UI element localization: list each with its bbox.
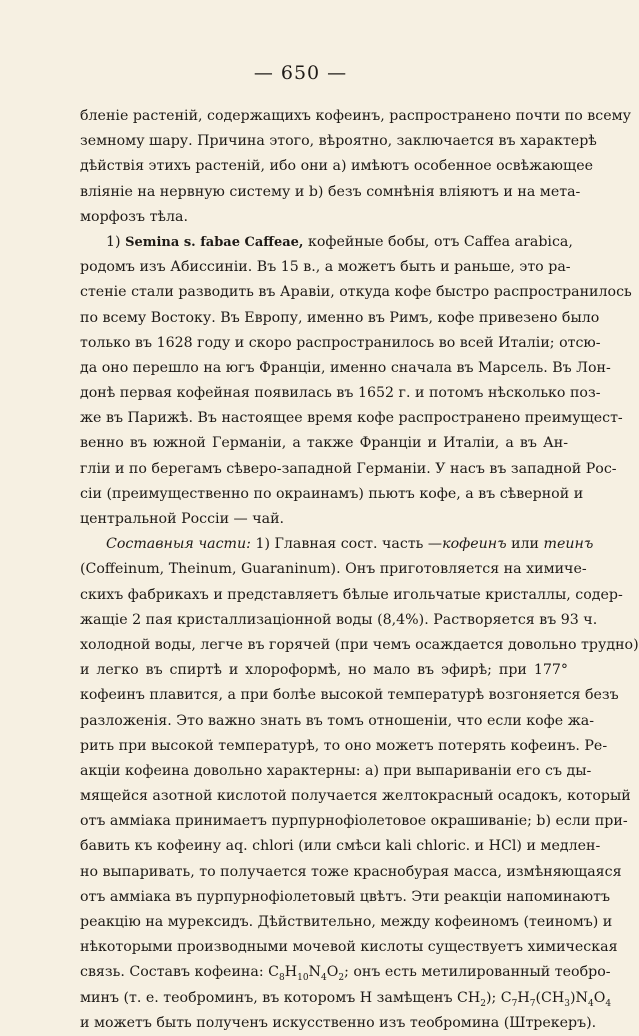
text-line-sostavnya <box>80 532 594 557</box>
text-line: сіи (преимущественно по окраинамъ) пьютъ кофе, а въ сѣверной и <box>80 485 584 502</box>
text-line-semina <box>80 230 573 255</box>
formula-caffeine: $C_8H_{10}N_4O_2$; <box>268 964 349 984</box>
text-line-formula <box>80 986 612 1011</box>
text-line: реакцію на мурексидъ. Дѣйствительно, между кофеиномъ (теиномъ) и <box>80 914 613 930</box>
text-line: мящейся азотной кислотой получается желтокрасный осадокъ, который <box>80 788 631 805</box>
section-heading-sostavnya: Составныя части: <box>106 536 251 553</box>
line-head: минъ (т. е. теоброминъ, въ которомъ H замѣщенъ CH <box>80 989 481 1006</box>
text-line: но выпаривать, то получается тоже краснобурая масса, измѣняющаяся <box>80 863 622 880</box>
text-line: рить при высокой температурѣ, то оно можетъ потерять кофеинъ. Ре- <box>80 737 608 754</box>
line-tail: кофейные бобы, отъ Caffea arabica, <box>307 233 573 250</box>
text-line: земному шару. Причина этого, вѣроятно, заключается въ характерѣ <box>80 133 597 150</box>
text-line: отъ аммiака принимаетъ пурпурнофіолетовое окрашиваніе; b) если при- <box>80 813 628 830</box>
text-line: (Coffeinum, Theinum, Guaraninum). Онъ приготовляется на химиче- <box>80 561 587 578</box>
text-line: и легко въ спиртѣ и хлороформѣ, но мало въ эфирѣ; при 177° <box>80 662 568 679</box>
item-number: 1) <box>106 233 121 250</box>
text-line: жащіе 2 пая кристаллизаціонной воды (8,4%). Растворяется въ 93 ч. <box>80 611 598 628</box>
text-line: только въ 1628 году и скоро распространилось во всей Италіи; отсю- <box>80 334 601 351</box>
text-line: нѣкоторыми производными мочевой кислоты существуетъ химическая <box>80 939 618 956</box>
line-head: связь. Составъ кофеина: <box>80 964 264 981</box>
text-line: центральной Россіи — чай. <box>80 511 285 527</box>
line-tail: онъ есть метилированный теобро- <box>353 964 611 981</box>
text-line: акціи кофеина довольно характерны: а) при выпариваніи его съ ды- <box>80 762 592 779</box>
text-line: и можетъ быть полученъ искусственно изъ теобромина (Штрекеръ). <box>80 1014 597 1031</box>
text-line: да оно перешло на югъ Франціи, именно сначала въ Марсель. Въ Лон- <box>80 359 611 376</box>
line-mid: 1) Главная сост. часть — <box>255 536 443 553</box>
text-line: венно въ южной Германіи, а также Франціи и Италіи, а въ Ан- <box>80 435 568 452</box>
text-line-formula <box>80 960 611 985</box>
text-line: разложенія. Это важно знать въ томъ отношеніи, что если кофе жа- <box>80 712 594 729</box>
text-line: же въ Парижѣ. Въ настоящее время кофе распространено преимущест- <box>80 410 623 427</box>
text-line: стеніе стали разводить въ Аравіи, откуда кофе быстро распространилось <box>80 284 632 301</box>
text-line: скихъ фабрикахъ и представляетъ бѣлые игольчатые кристаллы, содер- <box>80 586 623 603</box>
text-line: родомъ изъ Абиссиніи. Въ 15 в., а можетъ быть и раньше, это ра- <box>80 259 571 276</box>
text-line: гліи и по берегамъ сѣверо-западной Германіи. У насъ въ западной Рос- <box>80 460 617 477</box>
body-text <box>80 104 639 1036</box>
formula-theobromine: $_2$); $C_7H_7(CH_3)N_4O_4$ <box>480 989 612 1009</box>
page-number: — 650 — <box>253 62 348 84</box>
text-line: вліяніе на нервную систему и b) безъ сомнѣнія вліяютъ и на мета- <box>80 183 581 200</box>
text-line: донѣ первая кофейная появилась въ 1652 г. и потомъ нѣсколько поз- <box>80 385 601 402</box>
term-tein: теинъ <box>543 536 594 553</box>
text-line: холодной воды, легче въ горячей (при чемъ осаждается довольно трудно) <box>80 636 639 653</box>
text-line: дѣйствія этихъ растеній, ибо они а) имѣютъ особенное освѣжающее <box>80 158 594 175</box>
term-kofein: кофеинъ <box>442 536 507 553</box>
text-line: по всему Востоку. Въ Европу, именно въ Римъ, кофе привезено было <box>80 309 600 326</box>
latin-term-semina: Semina s. fabae Caffeae, <box>125 234 304 250</box>
text-line: отъ аммiака въ пурпурнофіолетовый цвѣтъ. Эти реакціи напоминаютъ <box>80 888 611 905</box>
line-mid: или <box>511 536 540 553</box>
text-line: бленіе растеній, содержащихъ кофеинъ, распространено почти по всему <box>80 108 631 124</box>
text-line: кофеинъ плавится, а при болѣе высокой температурѣ возгоняется безъ <box>80 687 619 704</box>
text-line: морфозъ тѣла. <box>80 208 188 225</box>
text-line: бавить къ кофеину aq. chlori (или смѣси kali chloric. и HCl) и медлен- <box>80 838 601 855</box>
